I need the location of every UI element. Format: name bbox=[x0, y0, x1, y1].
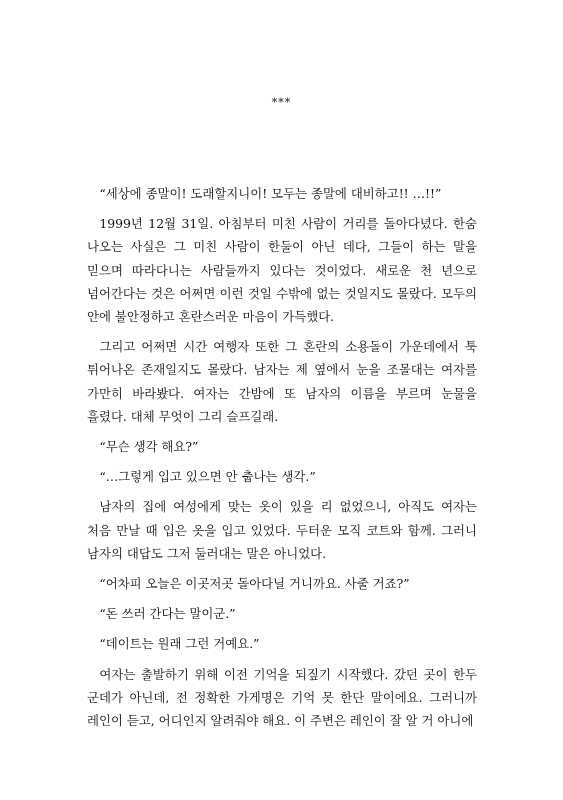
paragraph: 남자의 집에 여성에게 맞는 옷이 있을 리 없었으니, 아직도 여자는 처음 만날 때 입은 옷을 입고 있었다. 두터운 모직 코트와 함께. 그러니 남자의 대답도 그저 둘러대는 말은 아니었다. bbox=[87, 499, 477, 561]
body-text bbox=[87, 182, 477, 739]
paragraph: “…그렇게 입고 있으면 안 춥나는 생각.” bbox=[99, 469, 316, 485]
paragraph: “세상에 종말이! 도래할지니이! 모두는 종말에 대비하고!! …!!” bbox=[99, 186, 442, 201]
paragraph: “돈 쓰러 간다는 말이군.” bbox=[99, 606, 236, 622]
section-divider: *** bbox=[271, 96, 292, 109]
paragraph: “데이트는 원래 그런 거예요.” bbox=[99, 636, 260, 652]
paragraph: 그리고 어쩌면 시간 여행자 또한 그 혼란의 소용돌이 가운데에서 툭 튀어나온 존재일지도 몰랐다. 남자는 제 옆에서 눈을 조몰대는 여자를 가만히 바라봤다. 여자는 간밤에 또 남자의 이름을 부르며 눈물을 흘렸다. 대체 무엇이 그리 슬프길래. bbox=[87, 339, 477, 424]
paragraph: 여자는 출발하기 위해 이전 기억을 되짚기 시작했다. 갔던 곳이 한두 군데가 아닌데, 전 정확한 가게명은 기억 못 한단 말이에요. 그러니까 레인이 듣고, 어디인지 알려줘야 해요. 이 주변은 레인이 잘 알 거 아니에 bbox=[87, 666, 477, 729]
paragraph: “어차피 오늘은 이곳저곳 돌아다닐 거니까요. 사줄 거죠?” bbox=[99, 576, 410, 592]
paragraph: 1999년 12월 31일. 아침부터 미친 사람이 거리를 돌아다녔다. 한숨 나오는 사실은 그 미친 사람이 한둘이 아닌 데다, 그들이 하는 말을 믿으며 따라다니는 사람들까지 있다는 것이었다. 새로운 천 년으로 넘어간다는 것은 어쩌면 이런 것일 수밖에 없는 것일지도 몰랐다. 모두의 안에 불안정하고 혼란스러운 마음이 가득했다. bbox=[87, 216, 477, 325]
paragraph: “무슨 생각 해요?” bbox=[99, 439, 199, 455]
